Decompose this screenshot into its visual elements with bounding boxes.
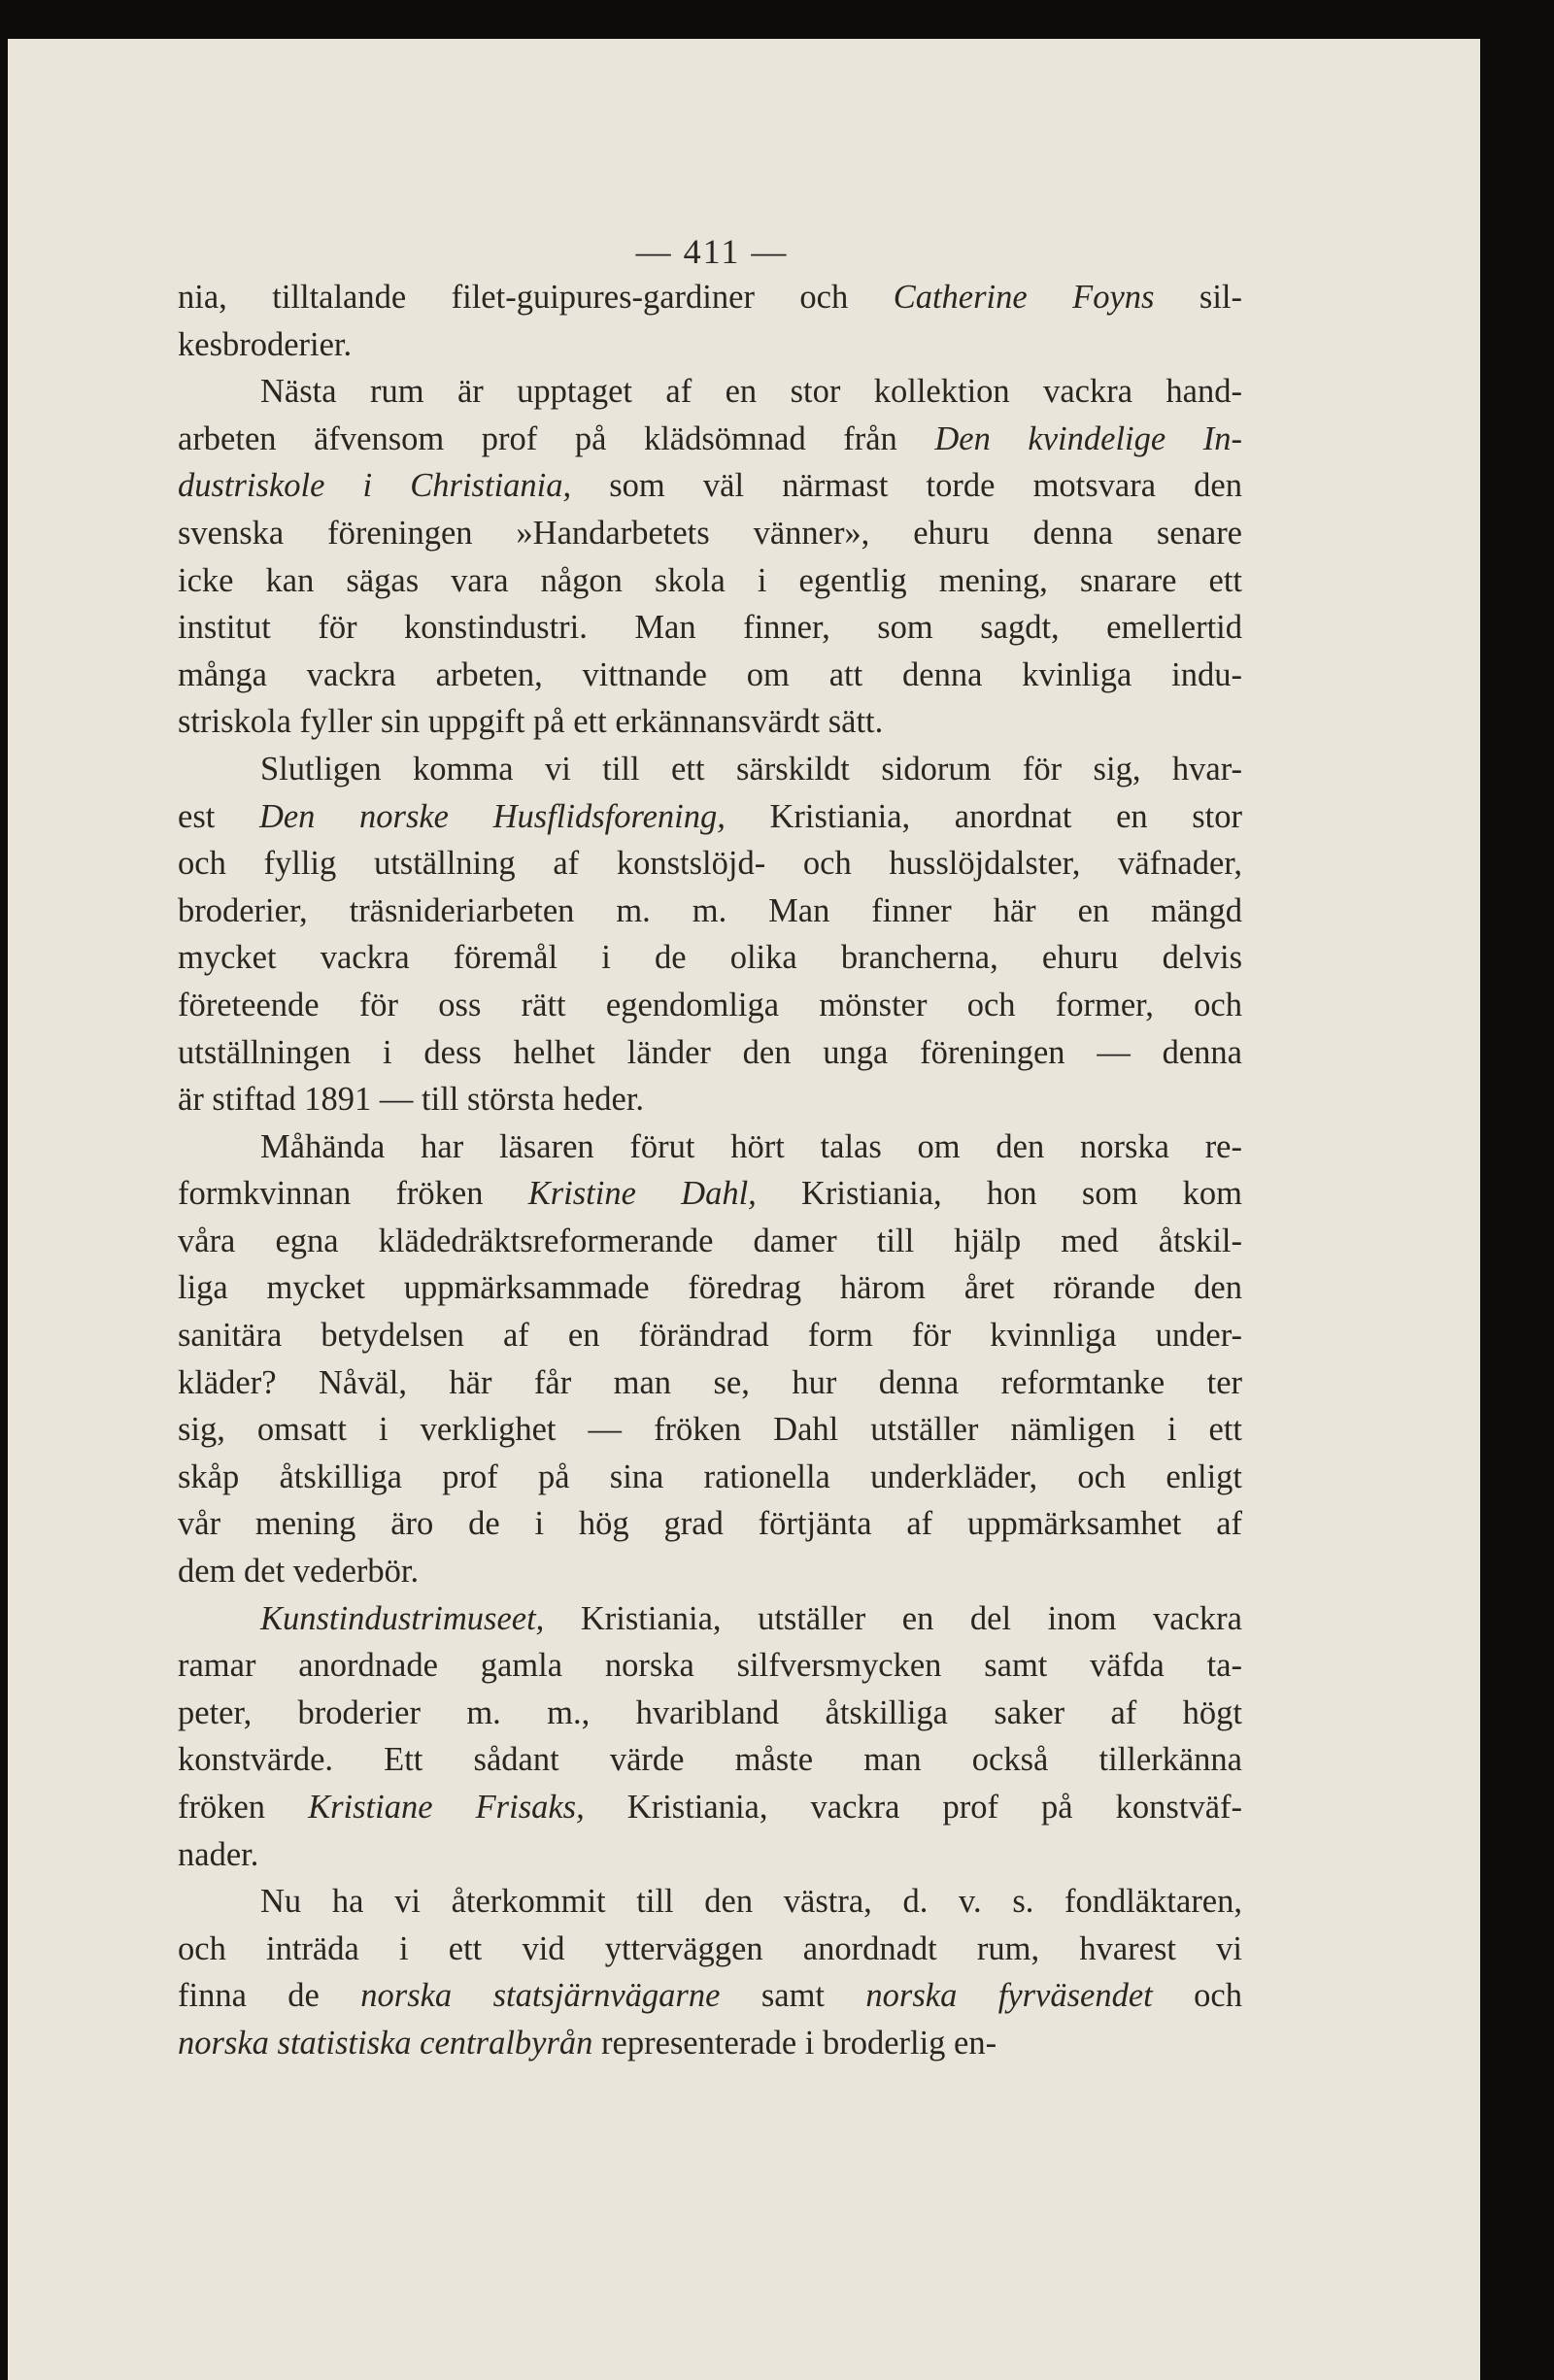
text-line: [178, 1784, 1242, 1831]
text-segment: sig, omsatt i verklighet — fröken Dahl utställer nämligen i ett: [178, 1411, 1242, 1449]
text-line: [178, 982, 1242, 1029]
text-line: [178, 1170, 1242, 1218]
text-line: [178, 888, 1242, 935]
text-line: [178, 557, 1242, 605]
text-line: [178, 698, 1242, 746]
page-number: — 411 —: [635, 232, 789, 271]
paragraph: [178, 746, 1242, 1123]
paragraph: [178, 1878, 1242, 2066]
text-line: [178, 1595, 1242, 1643]
text-line: [178, 1926, 1242, 1973]
paragraph: [178, 274, 1242, 368]
text-line: [178, 274, 1242, 321]
text-segment: många vackra arbeten, vittnande om att denna kvinliga indu-: [178, 655, 1242, 693]
text-line: [178, 368, 1242, 416]
italic-text: Den norske Husflidsforening,: [258, 797, 726, 835]
italic-text: norska statistiska centralbyrån: [178, 2024, 593, 2062]
text-line: [178, 1831, 1242, 1879]
body-text: [178, 274, 1242, 2067]
text-line: [178, 1878, 1242, 1926]
text-line: [178, 934, 1242, 982]
text-segment: Kristiania, utställer en del inom vackra: [544, 1599, 1242, 1637]
text-segment: representerade i broderlig en-: [592, 2024, 997, 2062]
italic-text: Den kvindelige In-: [934, 419, 1242, 457]
text-segment: sanitära betydelsen af en förändrad form för kvinnliga under-: [178, 1317, 1242, 1355]
text-line: [178, 321, 1242, 369]
text-segment: Nästa rum är upptaget af en stor kollektion vackra hand-: [260, 373, 1242, 411]
text-line: [178, 652, 1242, 699]
text-segment: och fyllig utställning af konstslöjd- och husslöjdalster, väfnader,: [178, 845, 1242, 883]
text-line: [178, 2020, 1242, 2067]
text-segment: nia, tilltalande filet-guipures-gardiner och: [178, 279, 894, 316]
text-line: [178, 1029, 1242, 1077]
text-segment: samt: [720, 1977, 866, 2015]
text-segment: konstvärde. Ett sådant värde måste man också tillerkänna: [178, 1741, 1242, 1779]
text-segment: broderier, träsnideriarbeten m. m. Man finner här en mängd: [178, 891, 1242, 929]
text-segment: Kristiania, anordnat en stor: [725, 797, 1243, 835]
text-segment: ramar anordnade gamla norska silfversmycken samt väfda ta-: [178, 1647, 1242, 1685]
text-line: [178, 1218, 1242, 1265]
text-line: [178, 1454, 1242, 1501]
text-segment: Kristiania, hon som kom: [756, 1175, 1242, 1213]
text-line: [178, 1690, 1242, 1737]
text-segment: Måhända har läsaren förut hört talas om den norska re-: [260, 1127, 1242, 1165]
text-line: [178, 510, 1242, 557]
text-line: [178, 1548, 1242, 1595]
text-segment: och: [1152, 1977, 1242, 2015]
text-segment: dem det vederbör.: [178, 1553, 420, 1591]
text-segment: vår mening äro de i hög grad förtjänta af uppmärksamhet af: [178, 1505, 1242, 1543]
paragraph: [178, 1123, 1242, 1595]
text-segment: Nu ha vi återkommit till den västra, d. v. s. fondläktaren,: [260, 1883, 1242, 1921]
text-segment: formkvinnan fröken: [178, 1175, 528, 1213]
text-segment: liga mycket uppmärksammade föredrag härom året rörande den: [178, 1269, 1242, 1307]
text-segment: finna de: [178, 1977, 361, 2015]
text-line: [178, 840, 1242, 888]
text-line: [178, 1264, 1242, 1312]
text-line: [178, 1500, 1242, 1548]
text-segment: och inträda i ett vid ytterväggen anordnadt rum, hvarest vi: [178, 1929, 1242, 1967]
text-line: [178, 1123, 1242, 1171]
text-segment: utställningen i dess helhet länder den unga föreningen — denna: [178, 1033, 1242, 1071]
text-segment: som väl närmast torde motsvara den: [571, 467, 1242, 505]
text-line: [178, 1642, 1242, 1690]
text-segment: mycket vackra föremål i de olika brancherna, ehuru delvis: [178, 939, 1242, 977]
text-line: [178, 1736, 1242, 1784]
text-line: [178, 746, 1242, 793]
italic-text: Catherine Foyns: [893, 279, 1155, 316]
italic-text: norska fyrväsendet: [865, 1977, 1153, 2015]
italic-text: Kristine Dahl,: [527, 1175, 757, 1213]
text-segment: icke kan sägas vara någon skola i egentlig mening, snarare ett: [178, 561, 1242, 599]
text-line: [178, 793, 1242, 841]
italic-text: norska statsjärnvägarne: [360, 1977, 721, 2015]
italic-text: dustriskole i Christiania,: [178, 467, 572, 505]
text-segment: Slutligen komma vi till ett särskildt sidorum för sig, hvar-: [260, 750, 1242, 788]
text-segment: arbeten äfvensom prof på klädsömnad från: [178, 419, 935, 457]
text-segment: skåp åtskilliga prof på sina rationella underkläder, och enligt: [178, 1458, 1242, 1495]
text-line: [178, 1312, 1242, 1359]
text-line: [178, 1406, 1242, 1454]
text-line: [178, 1972, 1242, 2020]
paragraph: [178, 1595, 1242, 1879]
text-segment: fröken: [178, 1789, 309, 1826]
text-segment: peter, broderier m. m., hvaribland åtskilliga saker af högt: [178, 1693, 1242, 1731]
text-segment: Kristiania, vackra prof på konstväf-: [584, 1789, 1242, 1826]
text-segment: kesbroderier.: [178, 325, 353, 363]
paragraph: [178, 368, 1242, 746]
text-line: [178, 462, 1242, 510]
text-line: [178, 1076, 1242, 1123]
text-segment: är stiftad 1891 — till största heder.: [178, 1081, 645, 1119]
text-segment: striskola fyller sin uppgift på ett erkännansvärdt sätt.: [178, 703, 884, 741]
text-segment: institut för konstindustri. Man finner, som sagdt, emellertid: [178, 609, 1242, 647]
book-page: [8, 39, 1480, 2380]
text-segment: våra egna klädedräktsreformerande damer till hjälp med åtskil-: [178, 1222, 1242, 1259]
text-line: [178, 604, 1242, 652]
text-segment: kläder? Nåväl, här får man se, hur denna reformtanke ter: [178, 1363, 1242, 1401]
text-line: [178, 416, 1242, 463]
italic-text: Kristiane Frisaks,: [308, 1789, 585, 1826]
text-segment: svenska föreningen »Handarbetets vänner», ehuru denna senare: [178, 514, 1242, 552]
italic-text: Kunstindustrimuseet,: [260, 1599, 545, 1637]
text-segment: nader.: [178, 1835, 259, 1873]
text-line: [178, 1359, 1242, 1407]
text-segment: företeende för oss rätt egendomliga mönster och former, och: [178, 986, 1242, 1023]
text-segment: est: [178, 797, 259, 835]
text-segment: sil-: [1154, 279, 1243, 316]
